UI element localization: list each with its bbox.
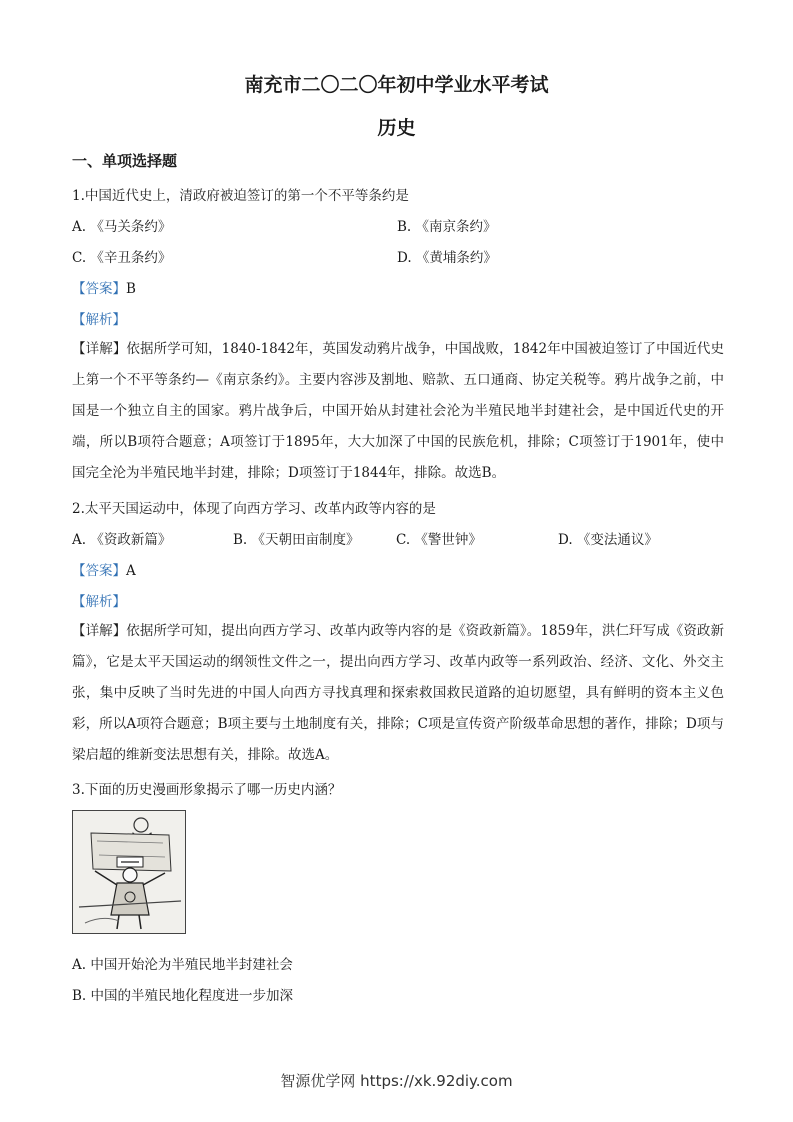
- q2-answer-line: [72, 559, 136, 579]
- subject-title: 历史: [377, 117, 416, 139]
- q2-stem: 2.太平天国运动中，体现了向西方学习、改革内政等内容的是: [72, 501, 436, 517]
- q3-option-a: A. 中国开始沦为半殖民地半封建社会: [72, 957, 293, 973]
- q1-option-a: A. 《马关条约》: [72, 219, 172, 235]
- q1-option-d: D. 《黄埔条约》: [397, 250, 497, 266]
- q3-stem: 3.下面的历史漫画形象揭示了哪一历史内涵？: [72, 782, 342, 798]
- answer-tag: 【答案】: [72, 281, 126, 297]
- q3-option-b: B. 中国的半殖民地化程度进一步加深: [72, 988, 294, 1004]
- footer-watermark[interactable]: 智源优学网 https://xk.92diy.com: [280, 1072, 513, 1090]
- section-title: 一、单项选择题: [72, 152, 178, 170]
- q2-option-a: A. 《资政新篇》: [72, 532, 172, 548]
- q1-stem: 1.中国近代史上，清政府被迫签订的第一个不平等条约是: [72, 188, 409, 204]
- q2-answer: A: [126, 563, 136, 579]
- q1-answer: B: [126, 281, 136, 297]
- q1-option-b: B. 《南京条约》: [397, 219, 497, 235]
- q1-option-c: C. 《辛丑条约》: [72, 250, 172, 266]
- q1-detail: 【详解】依据所学可知，1840-1842年，英国发动鸦片战争，中国战败，1842年中国被迫签订了中国近代史上第一个不平等条约—《南京条约》。主要内容涉及割地、赔款、五口通商、协定关税等。鸦片战争之前，中国是一个独立自主的国家。鸦片战争后，中国开始从封建社会沦为半殖民地半封建社会，是中国近代史的开端，所以B项符合题意；A项签订于1895年，大大加深了中国的民族危机，排除；C项签订于1901年，使中国完全沦为半殖民地半封建，排除；D项签订于1844年，排除。故选B。: [72, 341, 724, 481]
- cartoon-illustration: [73, 811, 185, 933]
- q1-answer-line: [72, 277, 136, 297]
- q2-detail: 【详解】依据所学可知，提出向西方学习、改革内政等内容的是《资政新篇》。1859年，洪仁玕写成《资政新篇》，它是太平天国运动的纲领性文件之一，提出向西方学习、改革内政等一系列政治、经济、文化、外交主张，集中反映了当时先进的中国人向西方寻找真理和探索救国救民道路的迫切愿望，具有鲜明的资本主义色彩，所以A项符合题意；B项主要与土地制度有关，排除；C项是宣传资产阶级革命思想的著作，排除；D项与梁启超的维新变法思想有关，排除。故选A。: [72, 623, 724, 763]
- exam-title: 南充市二〇二〇年初中学业水平考试: [244, 74, 549, 96]
- history-cartoon-image: [72, 810, 186, 934]
- q2-analysis-tag: 【解析】: [72, 594, 126, 610]
- answer-tag: 【答案】: [72, 563, 126, 579]
- q1-analysis-tag: 【解析】: [72, 312, 126, 328]
- q2-option-b: B. 《天朝田亩制度》: [233, 532, 360, 548]
- q2-option-c: C. 《警世钟》: [396, 532, 482, 548]
- q2-option-d: D. 《变法通议》: [558, 532, 658, 548]
